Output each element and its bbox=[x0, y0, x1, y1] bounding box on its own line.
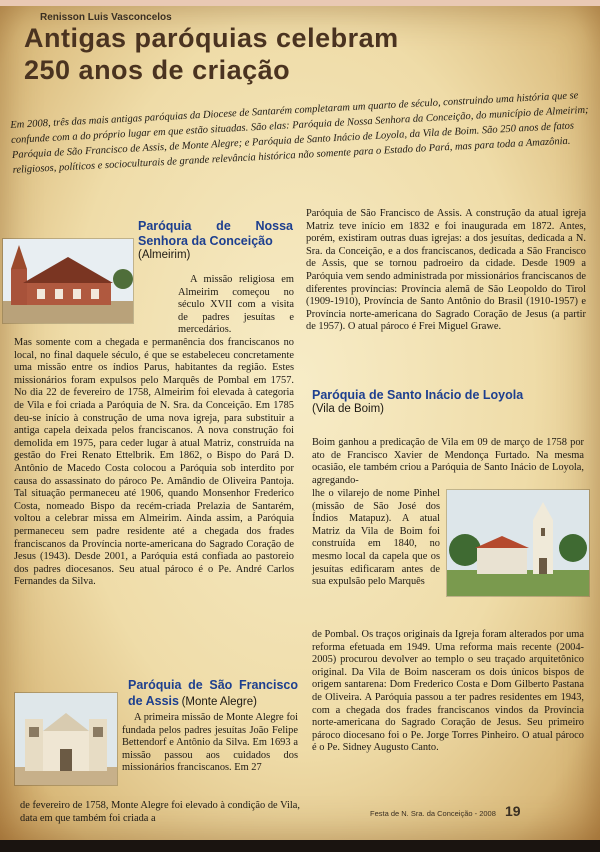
section-monte-alegre-location: (Monte Alegre) bbox=[181, 695, 257, 708]
boim-church-illustration bbox=[447, 490, 589, 596]
section-boim-wrap-text: lhe o vilarejo de nome Pinhel (missão de São José dos Índios Matapuz). A atual Matriz da Vila de Boim foi construída em 1840, no mesmo local da capela que os jesuítas edificaram antes de sua expulsão pelo Marquês bbox=[312, 488, 440, 588]
section-almeirim-intro: A missão religiosa em Almeirim começou no século XVII com a visita de padres jesuítas e mercedários. bbox=[178, 274, 294, 336]
almeirim-church-illustration bbox=[3, 239, 133, 323]
title-line-2: 250 anos de criação bbox=[24, 55, 291, 85]
section-boim-body: de Pombal. Os traços originais da Igreja foram alterados por uma reforma efetuada em 1949. Uma reforma mais recente (2004-2005) procurou devolver ao templo o seu traçado arquitetônico original. Da Vila de Boim nasceram os dois únicos bispos de origem santarena: Dom Frederico Costa e Dom Gilberto Pastana de Oliveira. A Paróquia passou a ter padres residentes em 1943, com a chegada dos frades franciscanos vindos da Província norte-americana do Sagrado Coração de Jesus. Seu primeiro pároco diocesano foi o Pe. Jorge Torres Pinheiro. O atual pároco é o Pe. Sidney Augusto Canto. bbox=[312, 629, 584, 754]
lead-paragraph: Em 2008, três das mais antigas paróquias da Diocese de Santarém completaram um quarto de século, construindo uma história que se confunde com a do próprio lugar em que estão situadas. São elas: Paróquia de Nossa Senhora da Conceição, do município de Almeirim; Paróquia de São Francisco de Assis, de Monte Alegre; e Paróquia de Santo Inácio de Loyola, da Vila de Boim. São 250 anos de fatos religiosos, políticos e socioculturais de grande relevância histórica não somente para o Estado do Pará, mas para toda a Amazônia. bbox=[10, 90, 589, 176]
footer-caption: Festa de N. Sra. da Conceição - 2008 bbox=[370, 809, 496, 818]
section-boim-intro: Boim ganhou a predicação de Vila em 09 de março de 1758 por ato de Francisco Xavier de Mendonça Furtado. Na mesma ocasião, ele também criou a Paróquia de Santo Inácio de Loyola, agregando- bbox=[312, 437, 584, 486]
section-monte-alegre-body: Paróquia de São Francisco de Assis. A construção da atual igreja Matriz teve início em 1832 e foi inaugurada em 1872. Antes, porém, existiram outras duas igrejas: a dos jesuítas, dedicada a N. Sra. da Conceição, e a dos franciscanos, dedicada a São Francisco de Assis, que se tornou padroeiro da cidade. Desde 1909 a Paróquia vem sendo administrada por missionários franciscanos de diferentes províncias: Província alemã de São Leopoldo do Tirol (1909-1910), Província de Santo Antônio do Brasil (1910-1957) e Província norte-americana do Sagrado Coração de Jesus (a partir de 1957). O atual pároco é Frei Miguel Grawe. bbox=[306, 208, 586, 333]
section-monte-alegre-intro: A primeira missão de Monte Alegre foi fundada pelos padres jesuítas João Felipe Bettendorf e Antônio da Silva. Em 1693 a missão passou aos cuidados dos missionários franciscanos. Em 27 bbox=[122, 712, 298, 774]
photo-monte-alegre-church bbox=[14, 692, 118, 786]
section-almeirim-location: (Almeirim) bbox=[138, 249, 191, 261]
page-number: 19 bbox=[505, 803, 521, 819]
section-boim-location: (Vila de Boim) bbox=[312, 403, 385, 415]
section-almeirim-body: Mas somente com a chegada e permanência dos franciscanos no local, no final daquele século, é que se estabeleceu concretamente uma missão entre os índios Parus, habitantes da região. Estes missionários foram expulsos pelo Marquês de Pombal em 1757. No dia 22 de fevereiro de 1758, Almeirim foi elevada à categoria de Vila e foi criada a Paróquia de N. Sra. da Conceição. Em 1785 deu-se início à construção de uma nova igreja, para substituir a antiga capela deixada pelos franciscanos. A nova construção foi demolida em 1975, para ceder lugar à atual Matriz, construída na gestão do Frei Renato Ettelbrik. Em 1862, o Bispo do Pará D. Antônio de Macedo Costa colocou a Paróquia sob interdito por causa do assassinato do pároco Pe. Amândio de Oliveira Pantoja. Tal situação permaneceu até 1906, quando Monsenhor Frederico Costa, nomeado Bispo da recém-criada Prelazia de Santarém, voltou a celebrar missa em Almeirim. Ainda assim, a Paróquia permaneceu sem padre residente até a chegada dos frades franciscanos da Província norte-americana do Sagrado Coração de Jesus (1943). Desde 2001, a Paróquia está confiada ao pastoreio dos padres diocesanos. Seu atual pároco é o Pe. André Carlos Fernandes da Silva. bbox=[14, 337, 294, 588]
section-almeirim-title: Paróquia de Nossa Senhora da Conceição bbox=[138, 219, 293, 248]
section-almeirim-heading bbox=[138, 219, 293, 262]
photo-almeirim-church bbox=[2, 238, 134, 324]
top-edge bbox=[0, 0, 600, 6]
section-monte-alegre-title: Paróquia de São Francisco de Assis bbox=[128, 678, 298, 708]
author-byline: Renisson Luis Vasconcelos bbox=[40, 12, 172, 23]
section-monte-alegre-heading bbox=[128, 678, 298, 709]
section-monte-alegre-continued: de fevereiro de 1758, Monte Alegre foi elevado à condição de Vila, data em que também foi criada a bbox=[20, 800, 300, 824]
bottom-edge bbox=[0, 840, 600, 852]
photo-boim-church bbox=[446, 489, 590, 597]
monte-alegre-church-illustration bbox=[15, 693, 117, 785]
section-boim-heading bbox=[312, 388, 582, 416]
title-line-1: Antigas paróquias celebram bbox=[24, 23, 399, 53]
section-boim-title: Paróquia de Santo Inácio de Loyola bbox=[312, 388, 524, 402]
article-title bbox=[24, 22, 584, 86]
